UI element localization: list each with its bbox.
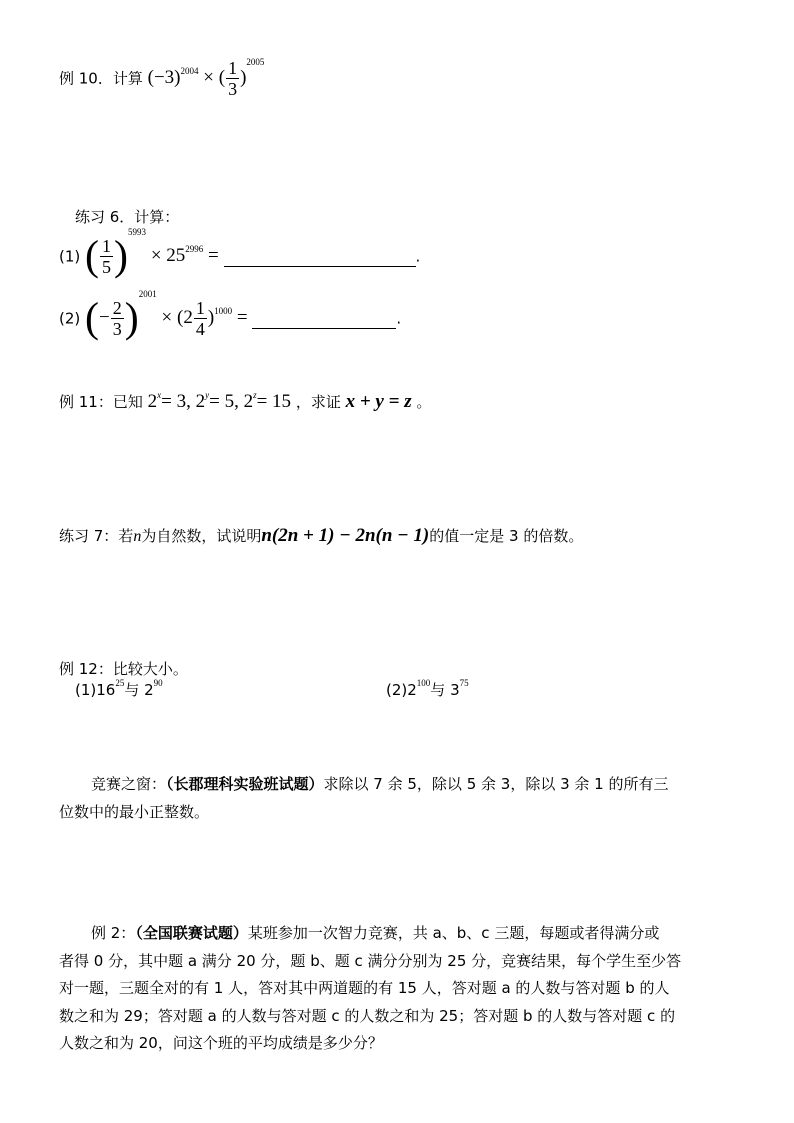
example-12-q2: $(2)2^{100}$与 $3^{75}$ xyxy=(386,678,469,699)
fraction-two-thirds: $\frac{2}{3}$ xyxy=(112,298,122,339)
example-10 xyxy=(59,58,264,99)
example-2-source: （全国联赛试题） xyxy=(135,924,248,942)
contest-window: 竞赛之窗：（长郡理科实验班试题）求除以 7 余 5，除以 5 余 3，除以 3 余 1 的所有三 位数中的最小正整数。 xyxy=(59,775,669,821)
example-11: 例 11：已知 $2^x= 3$, $2^y= 5$, $2^z= 15$ ，求证 x + y = z 。 xyxy=(59,390,432,412)
practice-6-part-2: (2) (− $\frac{2}{3}$ )$^{2001}$ × (2 $\frac{1}{4}$ )$^{1000}$ = . xyxy=(59,289,402,342)
practice-6-part-1: (1) ( $\frac{1}{5}$ )$^{5993} \times 25^{2996}$ = . xyxy=(59,227,421,280)
example-12-q1: $(1)16^{25}$与 $2^{90}$ xyxy=(75,678,163,699)
answer-blank-1[interactable] xyxy=(224,246,416,267)
fraction-one-fourth: $\frac{1}{4}$ xyxy=(195,298,205,339)
fraction-one-fifth: $\frac{1}{5}$ xyxy=(102,236,112,277)
identity-to-prove: x + y = z xyxy=(345,391,412,412)
example-10-expression: $(-3)^{2004}$ × ( $\frac{1}{3}$ )$^{2005}$ xyxy=(147,56,265,99)
answer-blank-2[interactable] xyxy=(252,308,396,329)
practice-7: 练习 7：若n为自然数，试说明n(2n + 1) − 2n(n − 1)的值一定是 3 的倍数。 xyxy=(59,525,584,546)
contest-label: 竞赛之窗： xyxy=(91,775,167,793)
practice-6-label: 练习 6．计算： xyxy=(75,208,180,226)
fraction-one-third: $\frac{1}{3}$ xyxy=(228,58,238,99)
contest-source: （长郡理科实验班试题） xyxy=(166,775,324,793)
example-2-label: 例 2： xyxy=(91,924,136,942)
example-12-label: 例 12：比较大小。 xyxy=(59,660,188,678)
example-10-label: 例 10．计算 xyxy=(59,69,143,88)
example-2: 例 2：（全国联赛试题）某班参加一次智力竞赛，共 a、b、c 三题，每题或者得满分或 者得 0 分，其中题 a 满分 20 分，题 b、题 c 满分分别为 25 分，竞赛结果，每个学生至少答 对一题，三题全对的有 1 人，答对其中两道题的有 15 人，答对题 a 的人数与答对题 b 的人 数之和为 29；答对题 a 的人数与答对题 c 的人数之和为 25；答对题 b 的人数与答对题 c 的 人数之和为 20，问这个班的平均成绩是多少分？ xyxy=(59,924,682,1052)
expression-n: n(2n + 1) − 2n(n − 1) xyxy=(261,525,430,546)
